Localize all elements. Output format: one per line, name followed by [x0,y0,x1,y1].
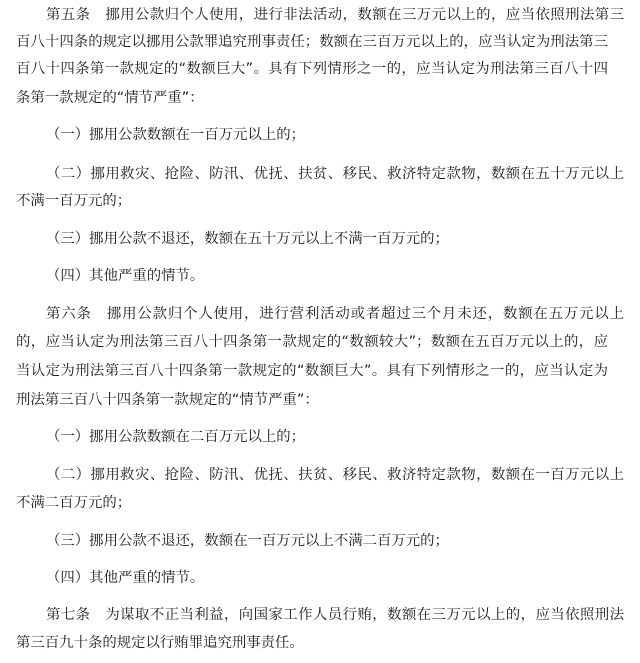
article-5-item-1: （一）挪用公款数额在一百万元以上的； [46,127,306,143]
article-6-item-2-cont: 不满二百万元的； [16,495,132,511]
article-5-line: 第五条 挪用公款归个人使用，进行非法活动，数额在三万元以上的，应当依照刑法第三 [46,7,624,23]
article-5-item-4: （四）其他严重的情节。 [46,268,205,284]
article-7-line: 第七条 为谋取不正当利益，向国家工作人员行贿，数额在三万元以上的，应当依照刑法 [46,607,624,623]
article-7-line: 第三百九十条的规定以行贿罪追究刑事责任。 [16,635,304,651]
article-5-line: 百八十四条的规定以挪用公款罪追究刑事责任；数额在三百万元以上的，应当认定为刑法第三 [16,34,608,50]
article-6-line: 第六条 挪用公款归个人使用，进行营利活动或者超过三个月未还，数额在五万元以上 [46,306,624,322]
article-6-item-2: （二）挪用救灾、抢险、防汛、优抚、扶贫、移民、救济特定款物，数额在一百万元以上 [46,467,624,483]
article-5-item-2-cont: 不满一百万元的； [16,193,132,209]
article-6-line: 的，应当认定为刑法第三百八十四条第一款规定的“数额较大”；数额在五百万元以上的，应 [16,334,608,350]
article-6-item-4: （四）其他严重的情节。 [46,570,205,586]
article-5-item-2: （二）挪用救灾、抢险、防汛、优抚、扶贫、移民、救济特定款物，数额在五十万元以上 [46,166,624,182]
article-6-line: 刑法第三百八十四条第一款规定的“情节严重”： [16,392,319,408]
article-6-item-3: （三）挪用公款不退还，数额在一百万元以上不满二百万元的； [46,533,449,549]
article-5-line: 条第一款规定的“情节严重”： [16,90,204,106]
article-5-line: 百八十四条第一款规定的“数额巨大”。具有下列情形之一的，应当认定为刑法第三百八十四 [16,61,608,77]
article-6-item-1: （一）挪用公款数额在二百万元以上的； [46,429,306,445]
article-6-line: 当认定为刑法第三百八十四条第一款规定的“数额巨大”。具有下列情形之一的，应当认定为 [16,363,608,379]
article-5-item-3: （三）挪用公款不退还，数额在五十万元以上不满一百万元的； [46,231,449,247]
